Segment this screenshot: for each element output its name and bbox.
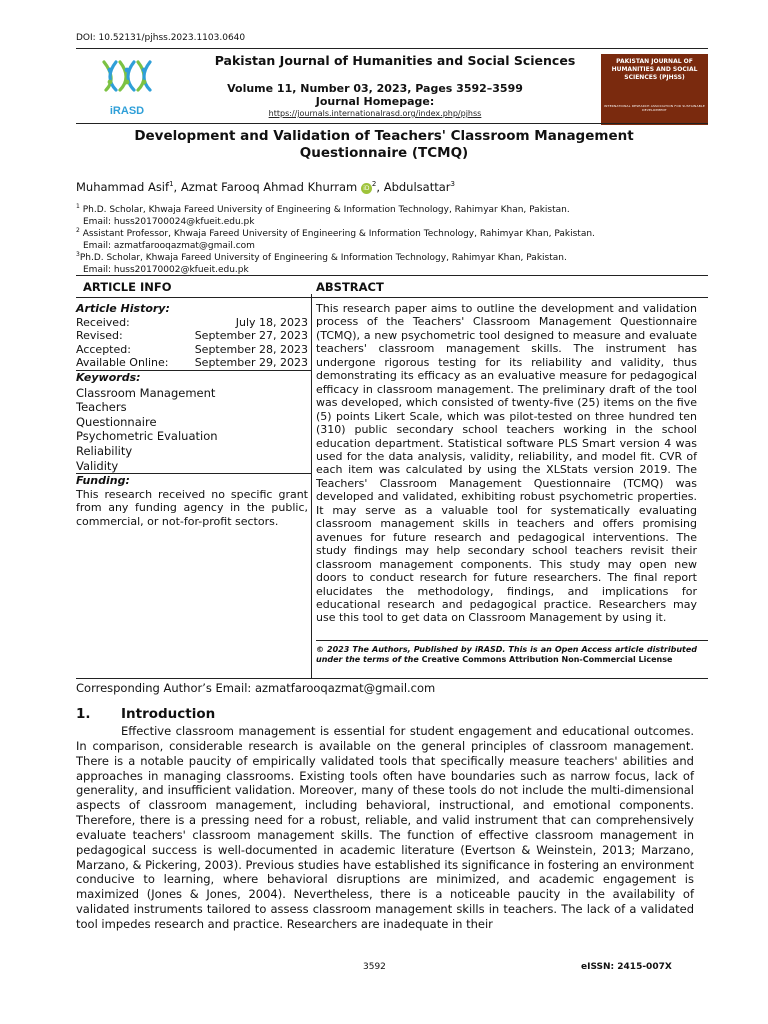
history-accepted (76, 343, 308, 357)
funding-text: This research received no specific grant from any funding agency in the public, commercial, or not-for-profit sectors. (76, 487, 308, 528)
homepage-label: Journal Homepage: (315, 95, 435, 108)
column-divider (311, 294, 312, 678)
history-online-label: Available Online: (76, 356, 169, 369)
history-received-label: Received: (76, 315, 130, 329)
author-1: Muhammad Asif (76, 180, 170, 194)
header-rule-top (76, 48, 708, 49)
issn: eISSN: 2415-007X (581, 962, 672, 972)
journal-cover (601, 54, 708, 125)
cover-title: PAKISTAN JOURNAL OF HUMANITIES AND SOCIAL SCIENCES (PJHSS) (611, 58, 698, 82)
article-history (76, 302, 308, 370)
funding-block (76, 474, 308, 528)
abstract-text: This research paper aims to outline the development and validation process of the Teachers' Classroom Management Questionnaire (TCMQ), a new psychometric tool designed to measure and evaluate teachers' classroom management skills. The instrument has undergone rigorous testing for its reliability and validity, thus demonstrating its efficacy as an evaluative measure for pedagogical efficacy in classroom management. The preliminary draft of the tool was developed, which consisted of twenty-five (25) items on the five (5) points Likert Scale, which was pilot-tested on three hundred ten (310) public secondary school teachers working in the school education department. Statistical software PLS Smart version 4 was used for the data analysis, validity, reliability, and model fit. CVR of each item was calculated by using the XLStats version 2019. The Teachers' Classroom Management Questionnaire (TCMQ) was developed and validated, exhibiting robust psychometric properties. It may serve as a valuable tool for systematically evaluating classroom management skills in teachers and offers promising avenues for future research and pedagogical interventions. The study findings may help secondary school teachers revisit their classroom management components. This study may open new doors to conduct research for future researchers. The final report elucidates the methodology, findings, and implications for educational research and pedagogical practice. Researchers may use this tool to get data on Classroom Management by using it. (316, 302, 697, 625)
article-info-heading: ARTICLE INFO (83, 280, 172, 294)
affiliation-2-num: 2 (76, 227, 80, 234)
keyword-item: Psychometric Evaluation (76, 429, 218, 444)
affiliation-2-text: Assistant Professor, Khwaja Fareed University of Engineering & Information Technology, Rahimyar Khan, Pakistan. (82, 229, 595, 239)
history-received (76, 316, 308, 330)
author-3: Abdulsattar (383, 180, 451, 194)
license-link[interactable]: Creative Commons Attribution Non-Commercial License (421, 655, 673, 664)
history-accepted-value: September 28, 2023 (194, 342, 308, 356)
author-1-sup: 1 (169, 180, 174, 189)
affiliation-1 (76, 201, 570, 228)
affiliation-3 (76, 249, 567, 276)
intro-paragraph: Effective classroom management is essential for student engagement and educational outcomes. In comparison, considerable research is available on the general principles of classroom management. There is a notable paucity of empirically validated tools that specifically measure teachers' abilities and approaches in managing classrooms. Existing tools often have boundaries such as narrow focus, lack of generality, and insufficient validation. Moreover, many of these tools do not include the multi-dimensional aspects of classroom management, including behavioral, instructional, and emotional components. Therefore, there is a pressing need for a robust, reliable, and valid instrument that can comprehensively evaluate teachers' classroom management skills. The function of effective classroom management in pedagogical success is well-documented in academic literature (Evertson & Weinstein, 2013; Marzano, Marzano, & Pickering, 2003). Previous studies have established its significance in fostering an environment conducive to learning, where behavioral disruptions are minimized, and academic engagement is maximized (Jones & Jones, 2004). Nevertheless, there is a noticeable paucity in the availability of validated instruments tailored to assess classroom management skills in teachers. The lack of a validated tool impedes research and practice. Researchers are inadequate in their (76, 724, 694, 931)
corresponding-email: Corresponding Author’s Email: azmatfarooqazmat@gmail.com (76, 681, 436, 695)
copyright-notice (316, 645, 697, 665)
volume-line: Volume 11, Number 03, 2023, Pages 3592–3599 (227, 82, 523, 95)
table-rule-top (76, 275, 708, 276)
affiliation-1-email: Email: huss201700024@kfueit.edu.pk (83, 217, 255, 227)
doi: DOI: 10.52131/pjhss.2023.1103.0640 (76, 33, 246, 43)
affiliation-2-email: Email: azmatfarooqazmat@gmail.com (83, 241, 255, 251)
affiliation-3-text: Ph.D. Scholar, Khwaja Fareed University of Engineering & Information Technology, Rahimyar Khan, Pakistan. (79, 253, 567, 263)
affiliation-1-text: Ph.D. Scholar, Khwaja Fareed University of Engineering & Information Technology, Rahimyar Khan, Pakistan. (82, 205, 570, 215)
irasd-logo (98, 58, 156, 120)
history-received-value: July 18, 2023 (235, 315, 308, 329)
history-online (76, 356, 308, 370)
keyword-item: Validity (76, 458, 119, 473)
header-rule-bottom (76, 123, 708, 124)
section-number: 1. (76, 706, 91, 722)
keyword-item: Questionnaire (76, 414, 157, 429)
funding-label: Funding: (76, 474, 130, 487)
cover-subtitle: INTERNATIONAL RESEARCH ASSOCIATION FOR SUSTAINABLE DEVELOPMENT (604, 104, 705, 113)
section-title: Introduction (121, 706, 216, 722)
abstract-rule (316, 640, 708, 641)
affiliation-1-num: 1 (76, 203, 80, 210)
history-accepted-label: Accepted: (76, 342, 131, 356)
journal-name: Pakistan Journal of Humanities and Social Sciences (214, 53, 576, 68)
keyword-item: Reliability (76, 443, 133, 458)
table-rule-bottom (76, 678, 708, 679)
orcid-icon[interactable]: iD (361, 183, 372, 194)
abstract-heading: ABSTRACT (316, 280, 384, 294)
section-heading (76, 706, 215, 722)
keywords-label: Keywords: (76, 371, 141, 384)
author-list: Muhammad Asif$^1$, Azmat Farooq Ahmad Khurram $iD^2$, Abdulsattar$^3$ (76, 180, 455, 194)
keyword-item: Teachers (76, 400, 127, 415)
author-2: Azmat Farooq Ahmad Khurram (180, 180, 358, 194)
history-revised-label: Revised: (76, 329, 123, 342)
author-3-sup: 3 (450, 180, 455, 189)
intro-text (76, 724, 694, 932)
affiliation-3-email: Email: huss20170002@kfueit.edu.pk (83, 265, 249, 275)
history-revised (76, 329, 308, 343)
affiliation-2 (76, 225, 595, 252)
affiliation-3-num: 3 (76, 251, 80, 258)
copyright-text: © 2023 The Authors, Published by iRASD. This is an Open Access article distributed under the terms of the (316, 645, 697, 664)
keyword-item: Classroom Management (76, 385, 216, 400)
history-revised-value: September 27, 2023 (194, 329, 308, 342)
homepage-link[interactable]: https://journals.internationalrasd.org/index.php/pjhss (268, 109, 482, 118)
page-number: 3592 (363, 962, 386, 972)
logo-text: iRASD (109, 105, 145, 117)
article-title: Development and Validation of Teachers' Classroom Management Questionnaire (TCMQ) (134, 128, 634, 161)
keywords-block (76, 371, 308, 473)
history-label: Article History: (76, 302, 170, 315)
table-rule-head (76, 297, 708, 298)
history-online-value: September 29, 2023 (194, 356, 308, 369)
author-2-sup: 2 (371, 180, 377, 189)
